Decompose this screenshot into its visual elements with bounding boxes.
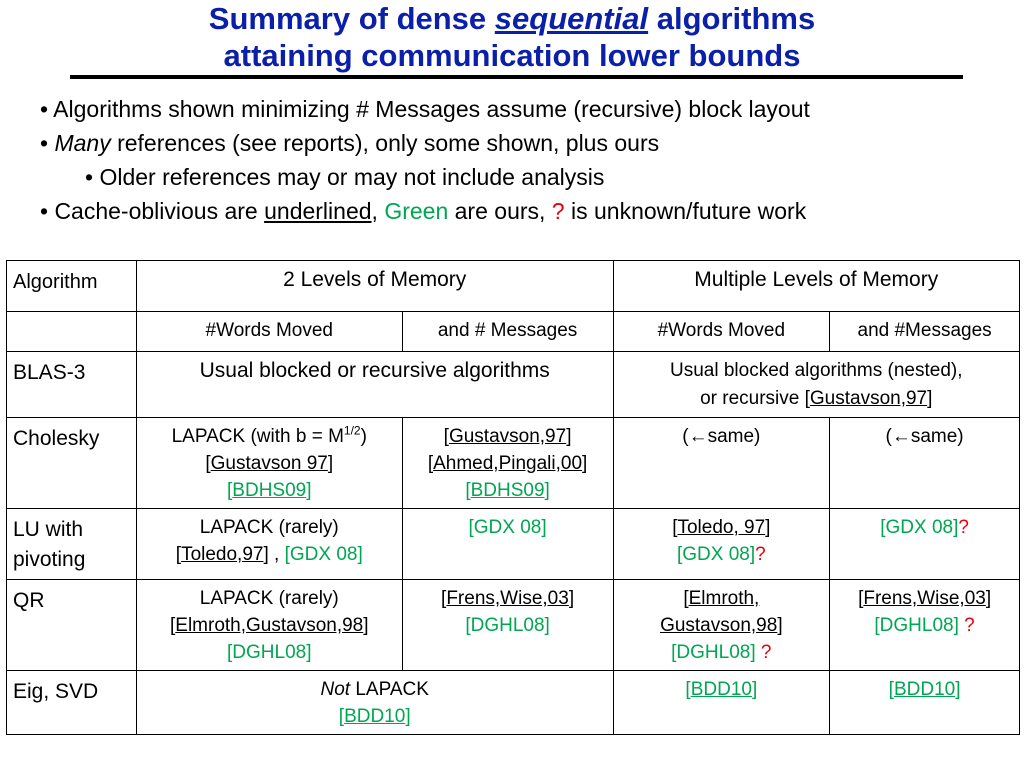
reference-link: BDD10 <box>690 679 752 700</box>
table-row-eig <box>7 671 1020 735</box>
reference-link: Gustavson,98 <box>660 615 778 636</box>
subheader-words-m: #Words Moved <box>613 312 830 352</box>
unknown-marker: ? <box>755 642 772 663</box>
unknown-marker: ? <box>958 517 969 538</box>
header-multi-levels: Multiple Levels of Memory <box>613 261 1020 312</box>
reference-link: BDHS09 <box>470 480 545 501</box>
reference-link: Gustavson,97 <box>448 426 567 447</box>
bullet-2-sub: • Older references may or may not include analysis <box>85 164 605 190</box>
slide-title <box>0 0 1024 74</box>
subheader-words-2: #Words Moved <box>136 312 402 352</box>
eig-msgs-m: [BDD10] <box>830 671 1020 735</box>
reference-link: Frens,Wise,03 <box>863 588 986 609</box>
algo-name: Cholesky <box>7 418 137 509</box>
qr-words-m: [Elmroth, Gustavson,98] [DGHL08] ? <box>613 580 830 671</box>
summary-table <box>6 260 1020 735</box>
qr-msgs-2: [Frens,Wise,03] [DGHL08] <box>402 580 613 671</box>
eig-two-levels: Not LAPACK [BDD10] <box>136 671 613 735</box>
reference-link: Elmroth,Gustavson,98 <box>175 615 364 636</box>
title-line-2: attaining communication lower bounds <box>223 38 801 73</box>
reference-link: Toledo,97 <box>181 544 264 565</box>
algo-name: Eig, SVD <box>7 671 137 735</box>
table-row-cholesky <box>7 418 1020 509</box>
cholesky-msgs-2: [Gustavson,97] [Ahmed,Pingali,00] [BDHS09] <box>402 418 613 509</box>
lu-words-m: [Toledo, 97] [GDX 08]? <box>613 509 830 580</box>
reference-link: Elmroth, <box>688 588 760 609</box>
cholesky-words-2: LAPACK (with $b = M^{1/2}$) [Gustavson 97] [BDHS09] <box>136 418 402 509</box>
subheader-empty <box>7 312 137 352</box>
algo-name: LU with pivoting <box>7 509 137 580</box>
table-row-lu <box>7 509 1020 580</box>
eig-words-m: [BDD10] <box>613 671 830 735</box>
lu-msgs-2: [GDX 08] <box>402 509 613 580</box>
blas3-multi-levels: Usual blocked algorithms (nested), or recursive [Gustavson,97] <box>613 352 1020 418</box>
header-two-levels: 2 Levels of Memory <box>136 261 613 312</box>
cholesky-msgs-m: (←same) <box>830 418 1020 509</box>
bullet-3: • Cache-oblivious are underlined, Green are ours, ? is unknown/future work <box>40 198 807 224</box>
blas3-two-levels: Usual blocked or recursive algorithms <box>136 352 613 418</box>
reference-link: BDD10 <box>344 706 406 727</box>
reference-link: Toledo, 97 <box>677 517 766 538</box>
table-header-row <box>7 261 1020 312</box>
table-subheader-row <box>7 312 1020 352</box>
header-algorithm: Algorithm <box>7 261 137 312</box>
subheader-msgs-2: and # Messages <box>402 312 613 352</box>
table-row-qr <box>7 580 1020 671</box>
unknown-marker: ? <box>755 544 766 565</box>
bullet-2: • Many references (see reports), only some shown, plus ours <box>40 130 660 156</box>
lu-words-2: LAPACK (rarely) [Toledo,97] , [GDX 08] <box>136 509 402 580</box>
table-row-blas3 <box>7 352 1020 418</box>
qr-words-2: LAPACK (rarely) [Elmroth,Gustavson,98] [DGHL08] <box>136 580 402 671</box>
title-line-1: Summary of dense sequential algorithms <box>208 1 816 36</box>
cholesky-words-m: (←same) <box>613 418 830 509</box>
qr-msgs-m: [Frens,Wise,03] [DGHL08] ? <box>830 580 1020 671</box>
title-emphasis: sequential <box>494 1 649 36</box>
unknown-marker: ? <box>958 615 975 636</box>
algo-name: QR <box>7 580 137 671</box>
lu-msgs-m: [GDX 08]? <box>830 509 1020 580</box>
reference-link: BDHS09 <box>232 480 307 501</box>
reference-link: Gustavson,97 <box>809 388 928 409</box>
reference-link: Gustavson 97 <box>210 453 328 474</box>
algo-name: BLAS-3 <box>7 352 137 418</box>
title-underline-rule <box>70 75 963 79</box>
bullet-list <box>40 92 1010 228</box>
subheader-msgs-m: and #Messages <box>830 312 1020 352</box>
reference-link: Ahmed,Pingali,00 <box>433 453 583 474</box>
bullet-1: • Algorithms shown minimizing # Messages assume (recursive) block layout <box>40 96 810 122</box>
reference-link: BDD10 <box>893 679 956 700</box>
reference-link: Frens,Wise,03 <box>446 588 569 609</box>
